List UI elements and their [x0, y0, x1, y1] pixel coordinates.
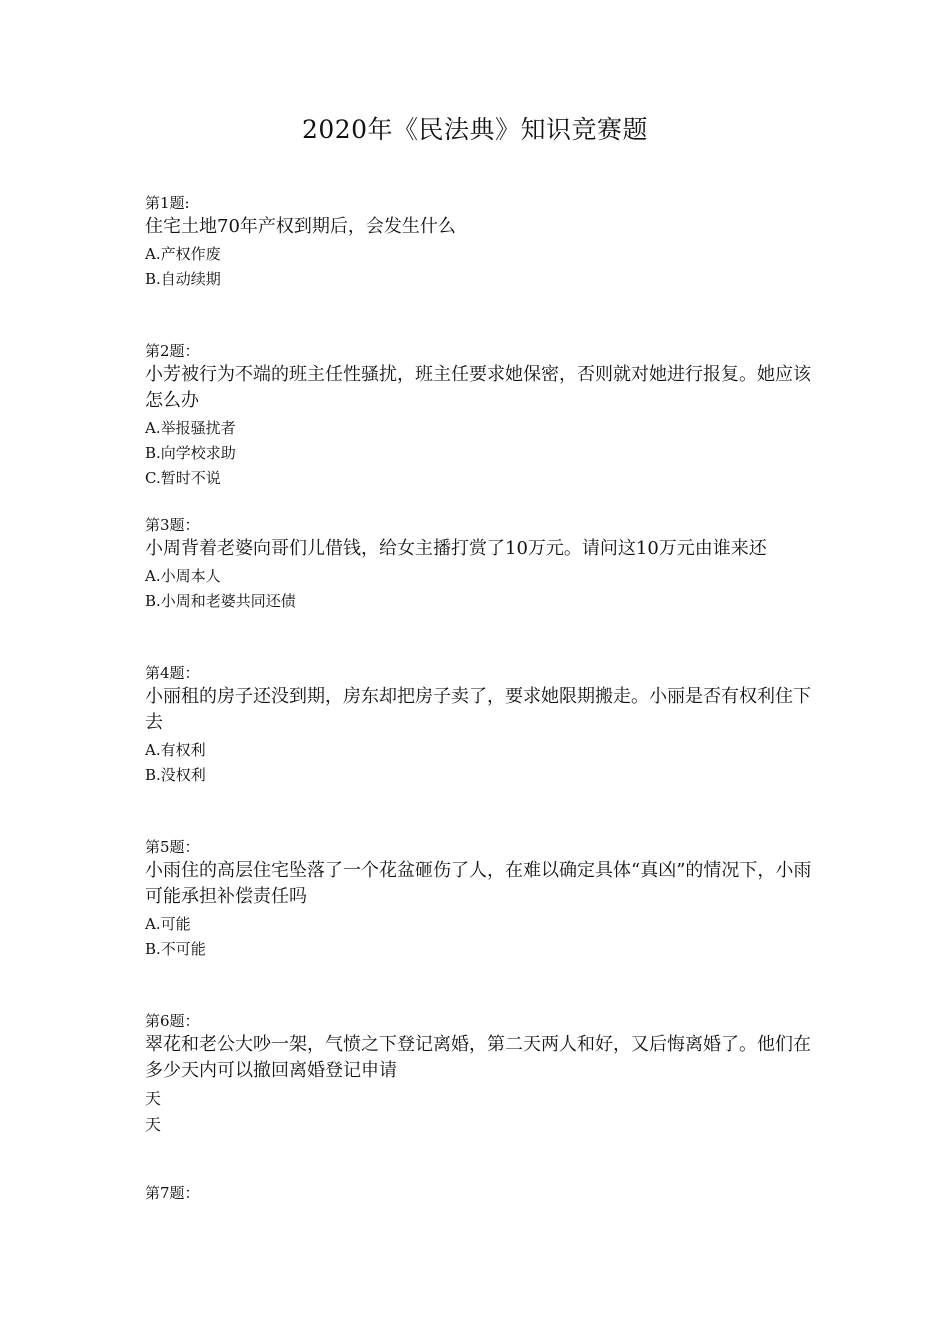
question-label: 第2题：	[145, 342, 200, 360]
question-text: 小芳被行为不端的班主任性骚扰，班主任要求她保密，否则就对她进行报复。她应该怎么办	[145, 364, 811, 411]
option-b: B.不可能	[145, 940, 206, 958]
option-b: B.向学校求助	[145, 444, 236, 462]
option-list	[145, 564, 815, 614]
option-a: A.小周本人	[145, 567, 221, 585]
option-a: 天	[145, 1089, 162, 1108]
question-5	[145, 836, 815, 962]
question-text: 小丽租的房子还没到期，房东却把房子卖了，要求她限期搬走。小丽是否有权利住下去	[145, 686, 811, 733]
question-label: 第1题:	[145, 194, 190, 212]
option-list	[145, 242, 815, 292]
question-text: 小周背着老婆向哥们儿借钱，给女主播打赏了10万元。请问这10万元由谁来还	[145, 538, 767, 559]
option-b: B.小周和老婆共同还债	[145, 592, 296, 610]
question-text: 住宅土地70年产权到期后，会发生什么	[145, 216, 456, 237]
option-a: A.有权利	[145, 741, 206, 759]
option-a: A.可能	[145, 915, 191, 933]
question-text: 小雨住的高层住宅坠落了一个花盆砸伤了人，在难以确定具体“真凶”的情况下，小雨可能承担补偿责任吗	[145, 860, 812, 907]
question-3	[145, 514, 815, 614]
option-c: C.暂时不说	[145, 469, 221, 487]
question-7	[145, 1182, 815, 1204]
question-label: 第3题：	[145, 516, 200, 534]
question-label: 第5题：	[145, 838, 200, 856]
option-list	[145, 416, 815, 491]
question-4	[145, 662, 815, 788]
question-1	[145, 192, 815, 292]
option-b: B.自动续期	[145, 270, 221, 288]
document-title: 2020年《民法典》知识竞赛题	[301, 115, 649, 144]
option-list	[145, 912, 815, 962]
option-a: A.产权作废	[145, 245, 221, 263]
question-2	[145, 340, 815, 491]
question-label: 第7题：	[145, 1184, 200, 1202]
option-a: A.举报骚扰者	[145, 419, 236, 437]
option-list	[145, 1086, 815, 1138]
question-6	[145, 1010, 815, 1138]
option-b: B.没权利	[145, 766, 206, 784]
option-b: 天	[145, 1115, 162, 1134]
question-label: 第4题：	[145, 664, 200, 682]
option-list	[145, 738, 815, 788]
question-label: 第6题：	[145, 1012, 200, 1030]
question-text: 翠花和老公大吵一架，气愤之下登记离婚，第二天两人和好，又后悔离婚了。他们在多少天内可以撤回离婚登记申请	[145, 1034, 811, 1081]
